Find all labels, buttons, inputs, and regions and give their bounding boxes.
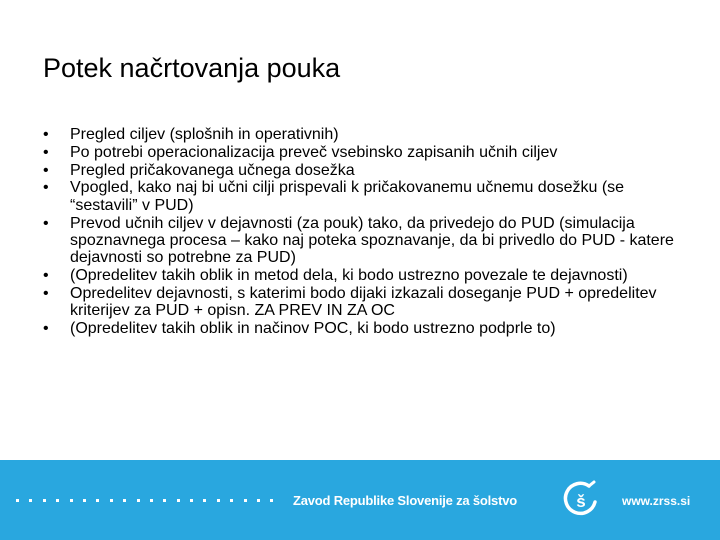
bullet-text: Pregled pričakovanega učnega dosežka xyxy=(70,161,355,179)
bullet-marker: • xyxy=(43,161,49,179)
zrss-logo-icon xyxy=(562,480,600,520)
list-item xyxy=(43,179,693,214)
bullet-marker: • xyxy=(43,267,49,285)
bullet-text: Po potrebi operacionalizacija preveč vsebinsko zapisanih učnih ciljev xyxy=(70,143,558,161)
list-item xyxy=(43,267,693,284)
bullet-marker: • xyxy=(43,320,49,338)
svg-text:š: š xyxy=(576,492,586,511)
website-url: www.zrss.si xyxy=(622,494,691,508)
bullet-text: (Opredelitev takih oblik in načinov POC, ki bodo ustrezno podprle to) xyxy=(70,320,556,338)
bullet-text: Opredelitev dejavnosti, s katerimi bodo dijaki izkazali doseganje PUD + opredelitev kriterijev za PUD + opisn. ZA PREV IN ZA OC xyxy=(70,285,657,320)
dotted-line-decoration xyxy=(16,499,273,502)
list-item xyxy=(43,320,693,337)
bullet-text: (Opredelitev takih oblik in metod dela, ki bodo ustrezno povezale te dejavnosti) xyxy=(70,267,628,285)
organization-name: Zavod Republike Slovenije za šolstvo xyxy=(293,493,517,508)
bullet-list xyxy=(43,126,693,338)
list-item xyxy=(43,162,693,179)
bullet-marker: • xyxy=(43,126,49,143)
bullet-text: Pregled ciljev (splošnih in operativnih) xyxy=(70,126,339,143)
slide-title: Potek načrtovanja pouka xyxy=(43,53,341,83)
list-item xyxy=(43,144,693,161)
bullet-marker: • xyxy=(43,143,49,161)
list-item xyxy=(43,215,693,267)
bullet-marker: • xyxy=(43,214,49,232)
bullet-marker: • xyxy=(43,285,49,302)
list-item xyxy=(43,126,693,143)
list-item xyxy=(43,285,693,320)
bullet-marker: • xyxy=(43,179,49,197)
bullet-text: Vpogled, kako naj bi učni cilji prispevali k pričakovanemu učnemu dosežku (se “sestavili” v PUD) xyxy=(70,179,625,214)
bullet-text: Prevod učnih ciljev v dejavnosti (za pouk) tako, da privedejo do PUD (simulacija spoznavnega procesa – kako naj poteka spoznavanje, da bi privedlo do PUD - katere dejavnosti so potrebne za PUD) xyxy=(70,214,674,267)
